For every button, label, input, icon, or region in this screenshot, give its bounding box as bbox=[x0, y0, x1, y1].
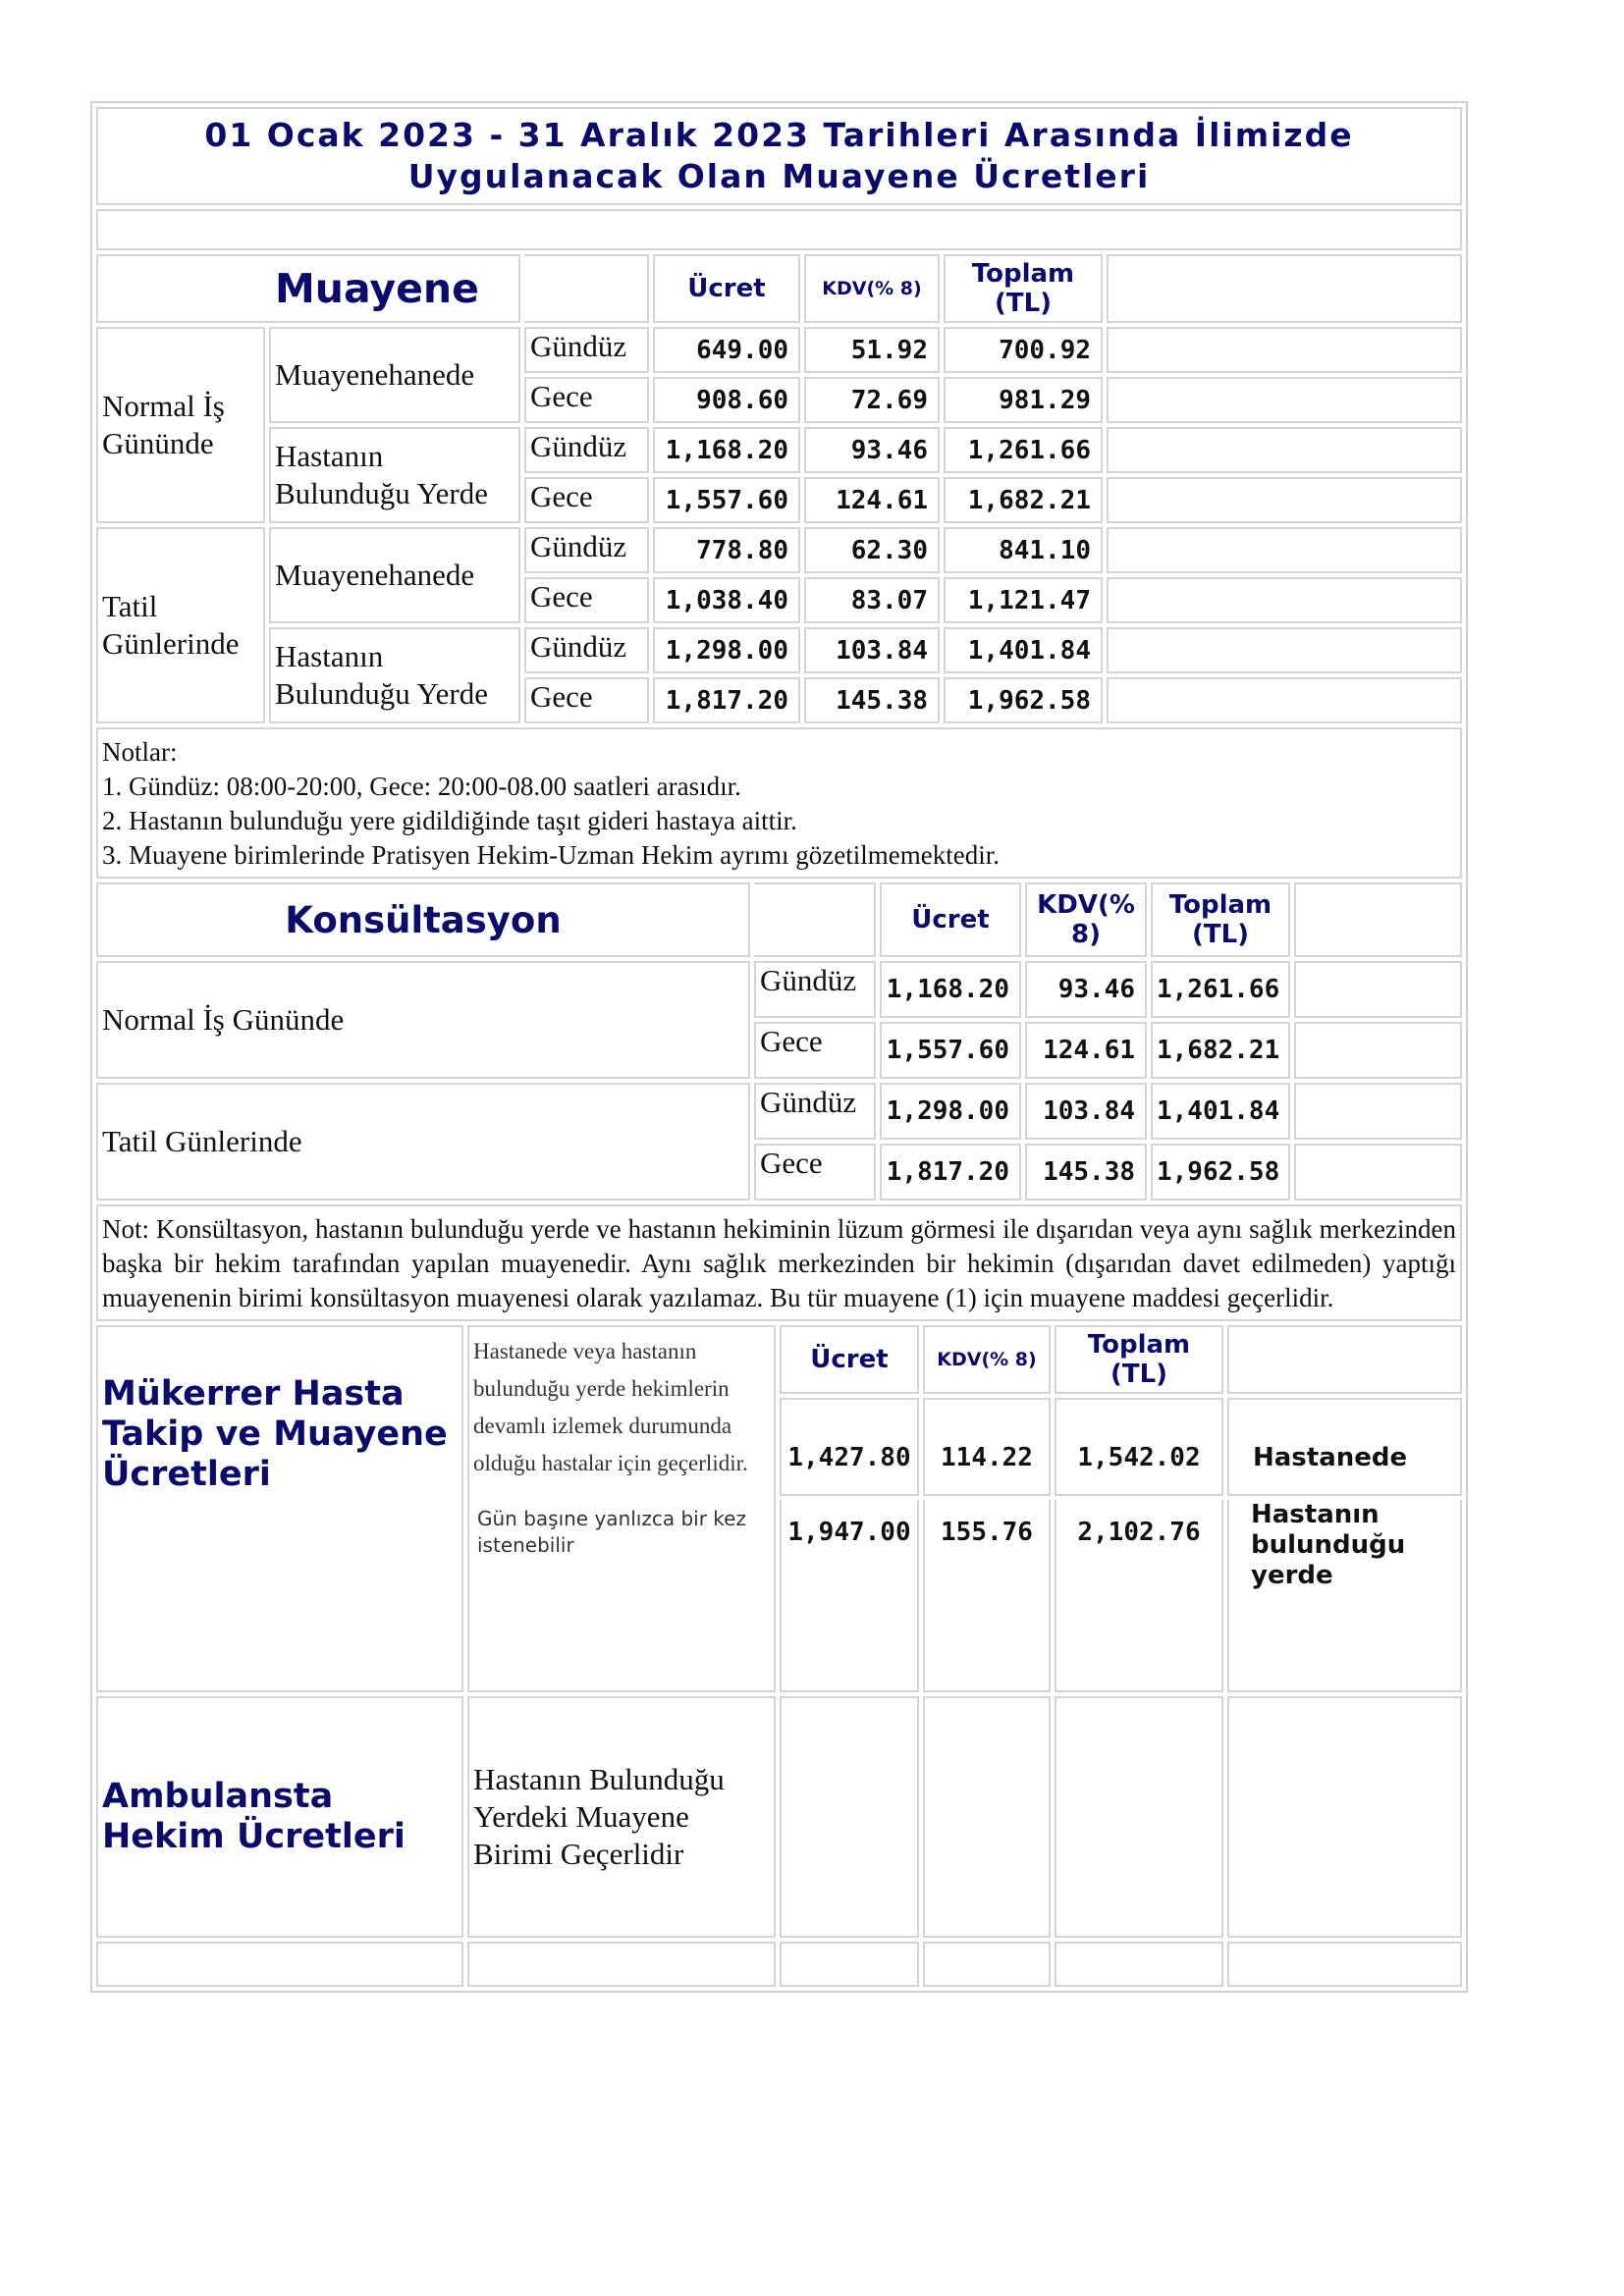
empty-cell bbox=[1227, 1325, 1462, 1394]
kdv-value: 93.46 bbox=[1025, 961, 1147, 1018]
period-label: Gece bbox=[524, 377, 649, 423]
empty-cell bbox=[1107, 377, 1462, 423]
place-label: Hastanın bulunduğu yerde bbox=[1227, 1500, 1462, 1692]
ucret-value: 1,168.20 bbox=[653, 427, 800, 473]
ambulans-heading: Ambulansta Hekim Ücretleri bbox=[96, 1696, 463, 1938]
empty-cell bbox=[780, 1696, 919, 1938]
period-label: Gündüz bbox=[524, 327, 649, 373]
page-title: 01 Ocak 2023 - 31 Aralık 2023 Tarihleri Arasında İlimizde Uygulanacak Olan Muayene Ücretleri bbox=[96, 107, 1462, 205]
place-label: Hastanın Bulunduğu Yerde bbox=[269, 427, 520, 523]
konsultasyon-heading: Konsültasyon bbox=[96, 882, 750, 957]
col-ucret-header: Ücret bbox=[653, 254, 800, 323]
kdv-value: 72.69 bbox=[804, 377, 940, 423]
fee-document bbox=[90, 101, 1468, 1993]
ucret-value: 1,817.20 bbox=[653, 677, 800, 723]
toplam-value: 981.29 bbox=[944, 377, 1103, 423]
toplam-value: 841.10 bbox=[944, 527, 1103, 573]
empty-cell bbox=[1227, 1942, 1462, 1987]
kdv-value: 83.07 bbox=[804, 577, 940, 623]
period-label: Gece bbox=[754, 1144, 876, 1201]
ucret-value: 1,557.60 bbox=[880, 1022, 1021, 1079]
empty-cell bbox=[1294, 1083, 1462, 1140]
empty-cell bbox=[1107, 577, 1462, 623]
notes-box bbox=[96, 727, 1462, 879]
notes-table bbox=[92, 723, 1466, 882]
toplam-value: 1,261.66 bbox=[1151, 961, 1290, 1018]
place-label: Muayenehanede bbox=[269, 327, 520, 423]
place-label: Hastanın Bulunduğu Yerde bbox=[269, 627, 520, 723]
group-label: Normal İş Gününde bbox=[96, 961, 750, 1079]
toplam-value: 1,542.02 bbox=[1055, 1398, 1223, 1496]
note-item: 3. Muayene birimlerinde Pratisyen Hekim-Uzman Hekim ayrımı gözetilmemektedir. bbox=[102, 840, 1000, 870]
toplam-value: 2,102.76 bbox=[1055, 1500, 1223, 1692]
kdv-value: 51.92 bbox=[804, 327, 940, 373]
mukerrer-heading: Mükerrer Hasta Takip ve Muayene Ücretleri bbox=[96, 1325, 463, 1692]
notes-heading: Notlar: bbox=[102, 737, 178, 767]
period-label: Gündüz bbox=[754, 961, 876, 1018]
period-label: Gündüz bbox=[524, 627, 649, 673]
empty-cell bbox=[1294, 1144, 1462, 1201]
kdv-value: 145.38 bbox=[804, 677, 940, 723]
ambulans-description: Hastanın Bulunduğu Yerdeki Muayene Birimi Geçerlidir bbox=[467, 1696, 776, 1938]
empty-cell bbox=[923, 1696, 1051, 1938]
empty-cell bbox=[1055, 1696, 1223, 1938]
period-label: Gündüz bbox=[524, 527, 649, 573]
group-label: Tatil Günlerinde bbox=[96, 1083, 750, 1201]
ucret-value: 1,298.00 bbox=[880, 1083, 1021, 1140]
ucret-value: 1,557.60 bbox=[653, 477, 800, 523]
ucret-value: 1,038.40 bbox=[653, 577, 800, 623]
extra-fees-table bbox=[92, 1321, 1466, 1991]
ucret-value: 1,817.20 bbox=[880, 1144, 1021, 1201]
period-label: Gece bbox=[524, 677, 649, 723]
col-kdv-header: KDV(% 8) bbox=[1025, 882, 1147, 957]
empty-cell bbox=[1227, 1696, 1462, 1938]
empty-cell bbox=[1294, 1022, 1462, 1079]
muayene-table bbox=[92, 250, 1466, 727]
empty-cell bbox=[96, 1942, 463, 1987]
place-label: Hastanede bbox=[1227, 1398, 1462, 1496]
col-kdv-header: KDV(% 8) bbox=[804, 254, 940, 323]
spacer-row bbox=[96, 209, 1462, 250]
empty-cell bbox=[1107, 327, 1462, 373]
empty-cell bbox=[1107, 627, 1462, 673]
empty-cell bbox=[780, 1942, 919, 1987]
mukerrer-description-cell bbox=[467, 1325, 776, 1692]
kdv-value: 103.84 bbox=[1025, 1083, 1147, 1140]
empty-cell bbox=[1294, 961, 1462, 1018]
empty-cell bbox=[1294, 882, 1462, 957]
toplam-value: 1,261.66 bbox=[944, 427, 1103, 473]
col-toplam-header: Toplam (TL) bbox=[1151, 882, 1290, 957]
kdv-value: 114.22 bbox=[923, 1398, 1051, 1496]
konsultasyon-table bbox=[92, 879, 1466, 1204]
empty-cell bbox=[1107, 477, 1462, 523]
col-ucret-header: Ücret bbox=[880, 882, 1021, 957]
toplam-value: 1,682.21 bbox=[1151, 1022, 1290, 1079]
ucret-value: 1,947.00 bbox=[780, 1500, 919, 1692]
toplam-value: 1,401.84 bbox=[1151, 1083, 1290, 1140]
empty-cell bbox=[1055, 1942, 1223, 1987]
ucret-value: 1,427.80 bbox=[780, 1398, 919, 1496]
konsultasyon-note: Not: Konsültasyon, hastanın bulunduğu yerde ve hastanın hekiminin lüzum görmesi ile dışarıdan veya aynı sağlık merkezinden başka bir hekim tarafından yapılan muayenedir. Aynı sağlık merkezinden bir hekimin (dışarıdan davet edilmeden) yaptığı muayenenin birimi konsültasyon muayenesi olarak yazılamaz. Bu tür muayene (1) için muayene maddesi geçerlidir. bbox=[96, 1204, 1462, 1321]
empty-cell bbox=[923, 1942, 1051, 1987]
period-label: Gündüz bbox=[754, 1083, 876, 1140]
empty-cell bbox=[467, 1942, 776, 1987]
col-kdv-header: KDV(% 8) bbox=[923, 1325, 1051, 1394]
konsultasyon-note-table bbox=[92, 1201, 1466, 1325]
kdv-value: 124.61 bbox=[1025, 1022, 1147, 1079]
group-label: Tatil Günlerinde bbox=[96, 527, 265, 723]
toplam-value: 1,401.84 bbox=[944, 627, 1103, 673]
toplam-value: 1,962.58 bbox=[944, 677, 1103, 723]
period-label: Gece bbox=[754, 1022, 876, 1079]
kdv-value: 62.30 bbox=[804, 527, 940, 573]
period-label: Gece bbox=[524, 577, 649, 623]
empty-cell bbox=[1107, 254, 1462, 323]
kdv-value: 103.84 bbox=[804, 627, 940, 673]
ucret-value: 778.80 bbox=[653, 527, 800, 573]
ucret-value: 1,168.20 bbox=[880, 961, 1021, 1018]
mukerrer-description: Hastanede veya hastanın bulunduğu yerde hekimlerin devamlı izlemek durumunda olduğu hastalar için geçerlidir. bbox=[473, 1339, 748, 1475]
col-toplam-header: Toplam (TL) bbox=[1055, 1325, 1223, 1394]
toplam-value: 1,682.21 bbox=[944, 477, 1103, 523]
empty-cell bbox=[1107, 427, 1462, 473]
kdv-value: 145.38 bbox=[1025, 1144, 1147, 1201]
ucret-value: 908.60 bbox=[653, 377, 800, 423]
kdv-value: 93.46 bbox=[804, 427, 940, 473]
group-label: Normal İş Gününde bbox=[96, 327, 265, 523]
mukerrer-frequency: Gün başıne yanlızca bir kez istenebilir bbox=[477, 1507, 746, 1557]
period-label: Gündüz bbox=[524, 427, 649, 473]
toplam-value: 700.92 bbox=[944, 327, 1103, 373]
ucret-value: 1,298.00 bbox=[653, 627, 800, 673]
note-item: 1. Gündüz: 08:00-20:00, Gece: 20:00-08.00 saatleri arasıdır. bbox=[102, 772, 741, 801]
empty-cell bbox=[1107, 677, 1462, 723]
ucret-value: 649.00 bbox=[653, 327, 800, 373]
toplam-value: 1,121.47 bbox=[944, 577, 1103, 623]
kdv-value: 124.61 bbox=[804, 477, 940, 523]
title-table bbox=[92, 103, 1466, 254]
period-label: Gece bbox=[524, 477, 649, 523]
toplam-value: 1,962.58 bbox=[1151, 1144, 1290, 1201]
place-label: Muayenehanede bbox=[269, 527, 520, 623]
col-toplam-header: Toplam (TL) bbox=[944, 254, 1103, 323]
col-ucret-header: Ücret bbox=[780, 1325, 919, 1394]
muayene-heading: Muayene bbox=[96, 254, 520, 323]
kdv-value: 155.76 bbox=[923, 1500, 1051, 1692]
empty-cell bbox=[1107, 527, 1462, 573]
note-item: 2. Hastanın bulunduğu yere gidildiğinde taşıt gideri hastaya aittir. bbox=[102, 806, 797, 835]
